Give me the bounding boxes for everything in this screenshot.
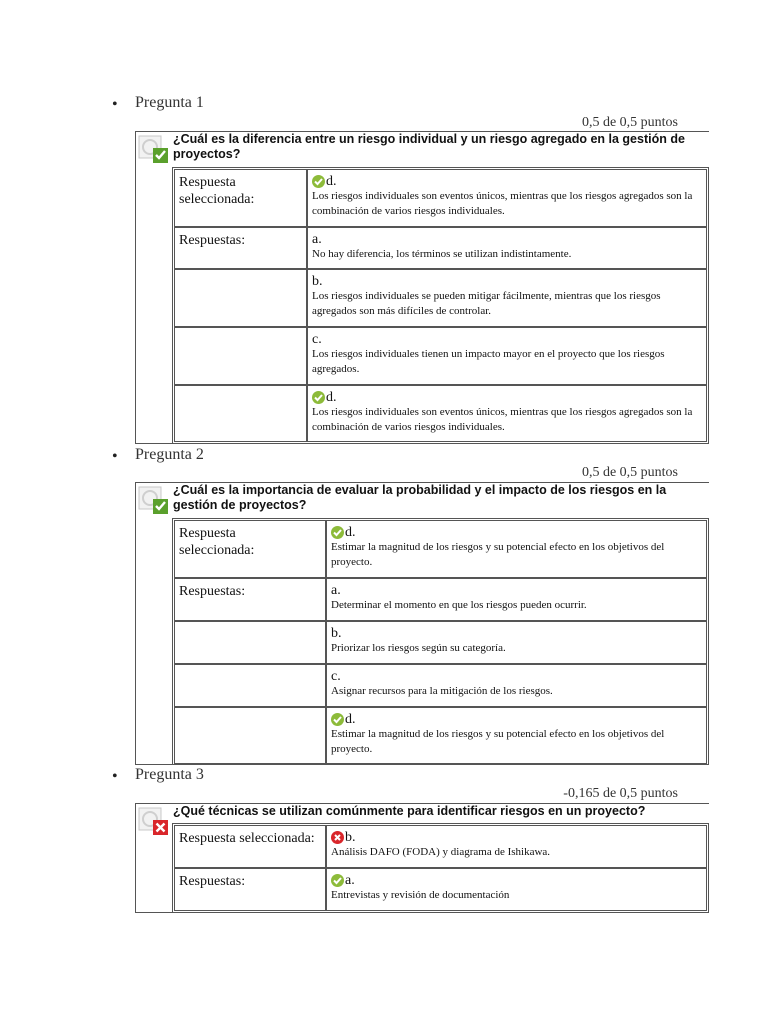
answer-text: Estimar la magnitud de los riesgos y su potencial efecto en los objetivos del proyecto. [331,728,665,755]
answer-letter: b. [331,626,342,641]
answer-text: Los riesgos individuales son eventos únicos, mientras que los riesgos agregados son la combinación de varios riesgos individuales. [312,406,693,433]
question-1-box [135,131,709,444]
question-1-text: ¿Cuál es la diferencia entre un riesgo individual y un riesgo agregado en la gestión de proyectos? [173,132,685,161]
check-icon [331,713,344,726]
selected-answer-label: Respuesta seleccionada: [179,831,315,846]
question-1-points: 0,5 de 0,5 puntos [581,115,678,130]
question-1-label: Pregunta 1 [135,94,204,111]
answer-letter: a. [312,232,322,247]
question-2-text: ¿Cuál es la importancia de evaluar la probabilidad y el impacto de los riesgos en la gestión de proyectos? [173,483,667,512]
bullet: • [112,768,118,785]
answer-text: Entrevistas y revisión de documentación [331,889,510,901]
selected-answer-text: Estimar la magnitud de los riesgos y su potencial efecto en los objetivos del proyecto. [331,541,665,568]
cross-icon [331,831,344,844]
answer-text: Priorizar los riesgos según su categoría. [331,642,506,654]
check-icon [312,175,325,188]
question-2-points: 0,5 de 0,5 puntos [581,465,678,480]
answer-table [172,823,709,913]
check-icon [312,391,325,404]
selected-answer-text: Análisis DAFO (FODA) y diagrama de Ishikawa. [331,846,551,858]
selected-answer-letter: b. [345,830,356,845]
answers-label: Respuestas: [179,233,246,248]
question-3-box [135,803,709,913]
answers-label: Respuestas: [179,584,246,599]
answer-letter: a. [345,873,355,888]
answer-letter: d. [326,390,337,405]
question-3-label: Pregunta 3 [135,766,204,783]
selected-answer-letter: d. [326,174,337,189]
check-icon [331,874,344,887]
selected-answer-letter: d. [345,525,356,540]
question-2-label: Pregunta 2 [135,446,204,463]
question-status-correct-icon [137,485,169,515]
answers-label: Respuestas: [179,874,246,889]
answer-table [172,167,709,444]
question-status-incorrect-icon [137,806,169,836]
answer-text: Determinar el momento en que los riesgos pueden ocurrir. [331,599,587,611]
selected-answer-label: Respuesta seleccionada: [179,175,255,207]
answer-letter: c. [312,332,322,347]
question-status-correct-icon [137,134,169,164]
bullet: • [112,448,118,465]
question-2-box [135,482,709,765]
answer-text: Asignar recursos para la mitigación de los riesgos. [331,685,553,697]
answer-table [172,518,709,765]
answer-letter: c. [331,669,341,684]
answer-letter: a. [331,583,341,598]
answer-text: Los riesgos individuales tienen un impacto mayor en el proyecto que los riesgos agregados. [312,348,665,375]
question-3-text: ¿Qué técnicas se utilizan comúnmente para identificar riesgos en un proyecto? [173,804,646,818]
selected-answer-text: Los riesgos individuales son eventos únicos, mientras que los riesgos agregados son la combinación de varios riesgos individuales. [312,190,693,217]
selected-answer-label: Respuesta seleccionada: [179,526,255,558]
answer-letter: d. [345,712,356,727]
check-icon [331,526,344,539]
answer-letter: b. [312,274,323,289]
answer-text: Los riesgos individuales se pueden mitigar fácilmente, mientras que los riesgos agregados son más difíciles de controlar. [312,290,661,317]
bullet: • [112,96,118,113]
answer-text: No hay diferencia, los términos se utilizan indistintamente. [312,248,572,260]
question-3-points: -0,165 de 0,5 puntos [563,786,678,801]
